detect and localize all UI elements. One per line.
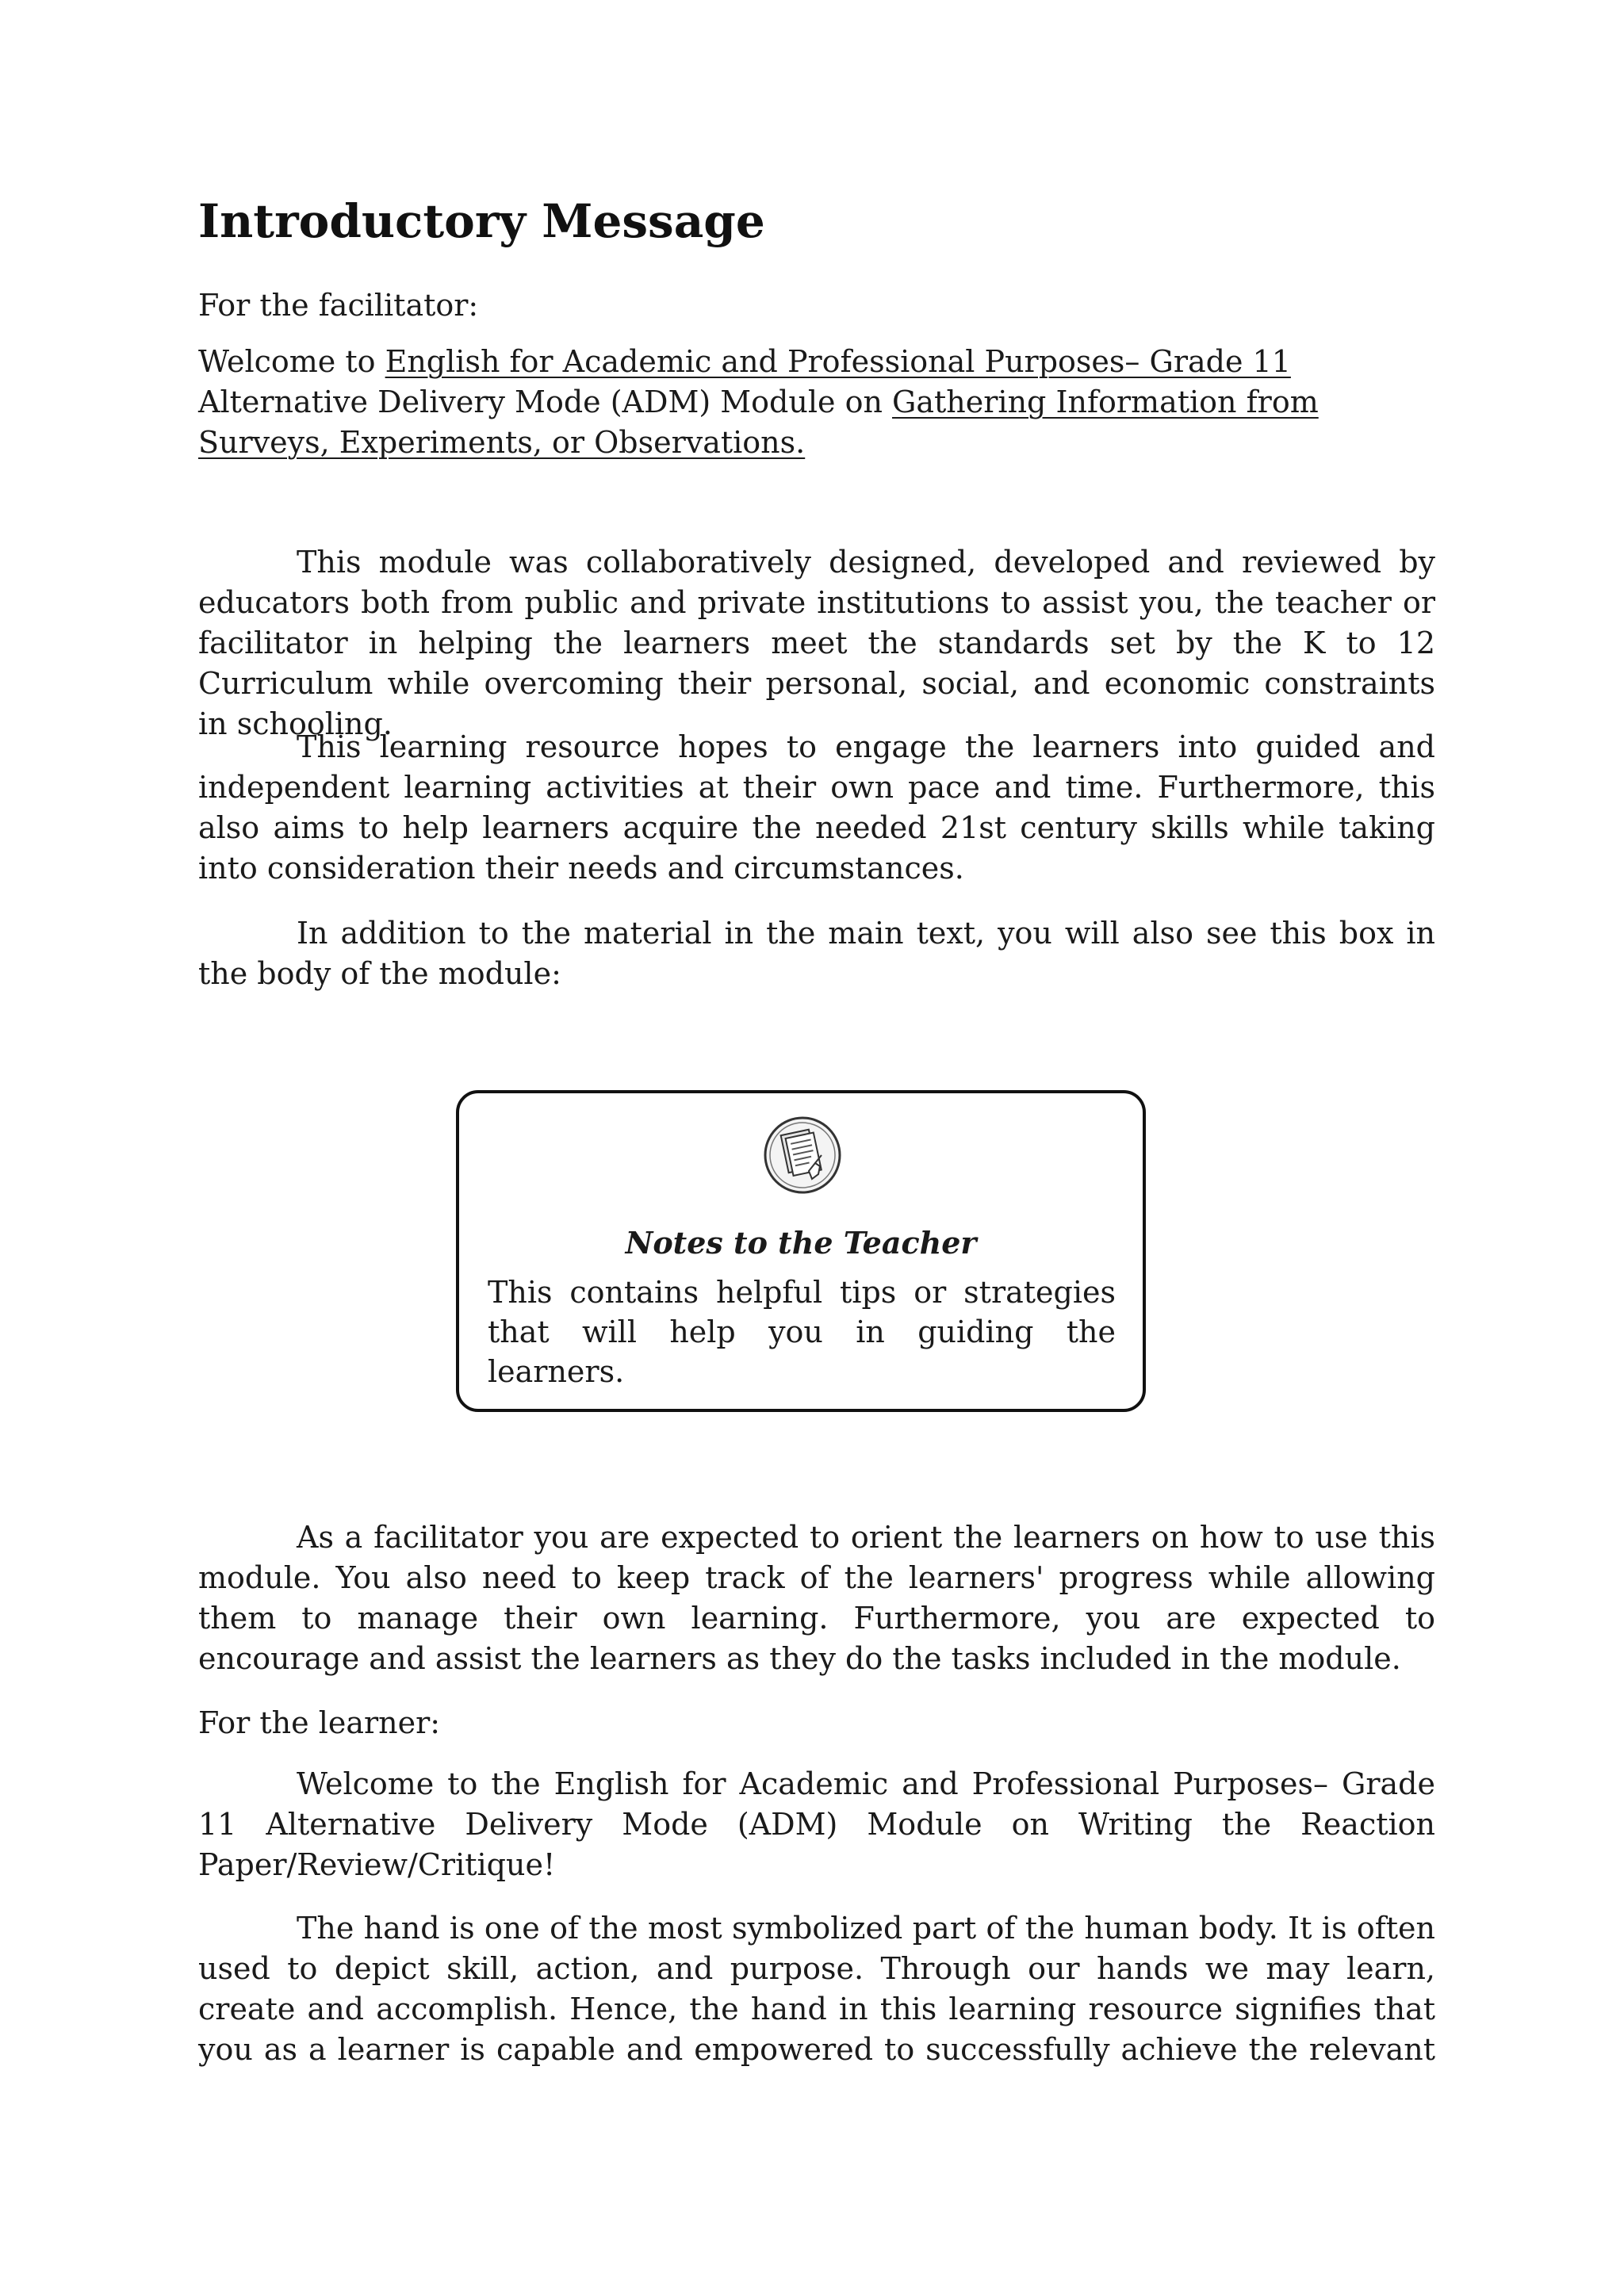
welcome-prefix: Welcome to: [198, 344, 385, 379]
module-title-link: Gathering Information from Surveys, Experiments, or Observations.: [198, 385, 1319, 460]
course-title-link: English for Academic and Professional Purposes– Grade 11: [385, 344, 1291, 379]
designed-paragraph: This module was collaboratively designed, developed and reviewed by educators both from public and private institutions to assist you, the teacher or facilitator in helping the learners meet the standards set by the K to 12 Curriculum while overcoming their personal, social, and economic constraints in schooling.: [198, 545, 1435, 741]
notes-title: Notes to the Teacher: [625, 1225, 977, 1261]
welcome-learner-paragraph: Welcome to the English for Academic and Professional Purposes– Grade 11 Alternative Delivery Mode (ADM) Module on Writing the Reaction Paper/Review/Critique!: [198, 1766, 1435, 1882]
hand-paragraph: The hand is one of the most symbolized part of the human body. It is often used to depict skill, action, and purpose. Through our hands we may learn, create and accomplish. Hence, the hand in this learning resource signifies that you as a learner is capable and empowered to successfully achieve the relevant: [198, 1911, 1435, 2067]
facilitator-label: For the facilitator:: [198, 288, 479, 323]
welcome-facilitator-paragraph: [198, 342, 1443, 463]
resource-paragraph: This learning resource hopes to engage the learners into guided and independent learning activities at their own pace and time. Furthermore, this also aims to help learners acquire the needed 21st century skills while taking into consideration their needs and circumstances.: [198, 729, 1435, 886]
notes-body: This contains helpful tips or strategies that will help you in guiding the learners.: [488, 1275, 1116, 1389]
addition-paragraph: In addition to the material in the main text, you will also see this box in the body of the module:: [198, 916, 1435, 991]
page-title: Introductory Message: [198, 194, 765, 248]
welcome-middle: Alternative Delivery Mode (ADM) Module on: [198, 385, 893, 419]
notes-hand-icon: [763, 1115, 842, 1195]
notes-to-teacher-box: [456, 1090, 1146, 1412]
orient-paragraph: As a facilitator you are expected to orient the learners on how to use this module. You also need to keep track of the learners' progress while allowing them to manage their own learning. Furthermore, you are expected to encourage and assist the learners as they do the tasks included in the module.: [198, 1520, 1435, 1676]
learner-label: For the learner:: [198, 1705, 441, 1740]
